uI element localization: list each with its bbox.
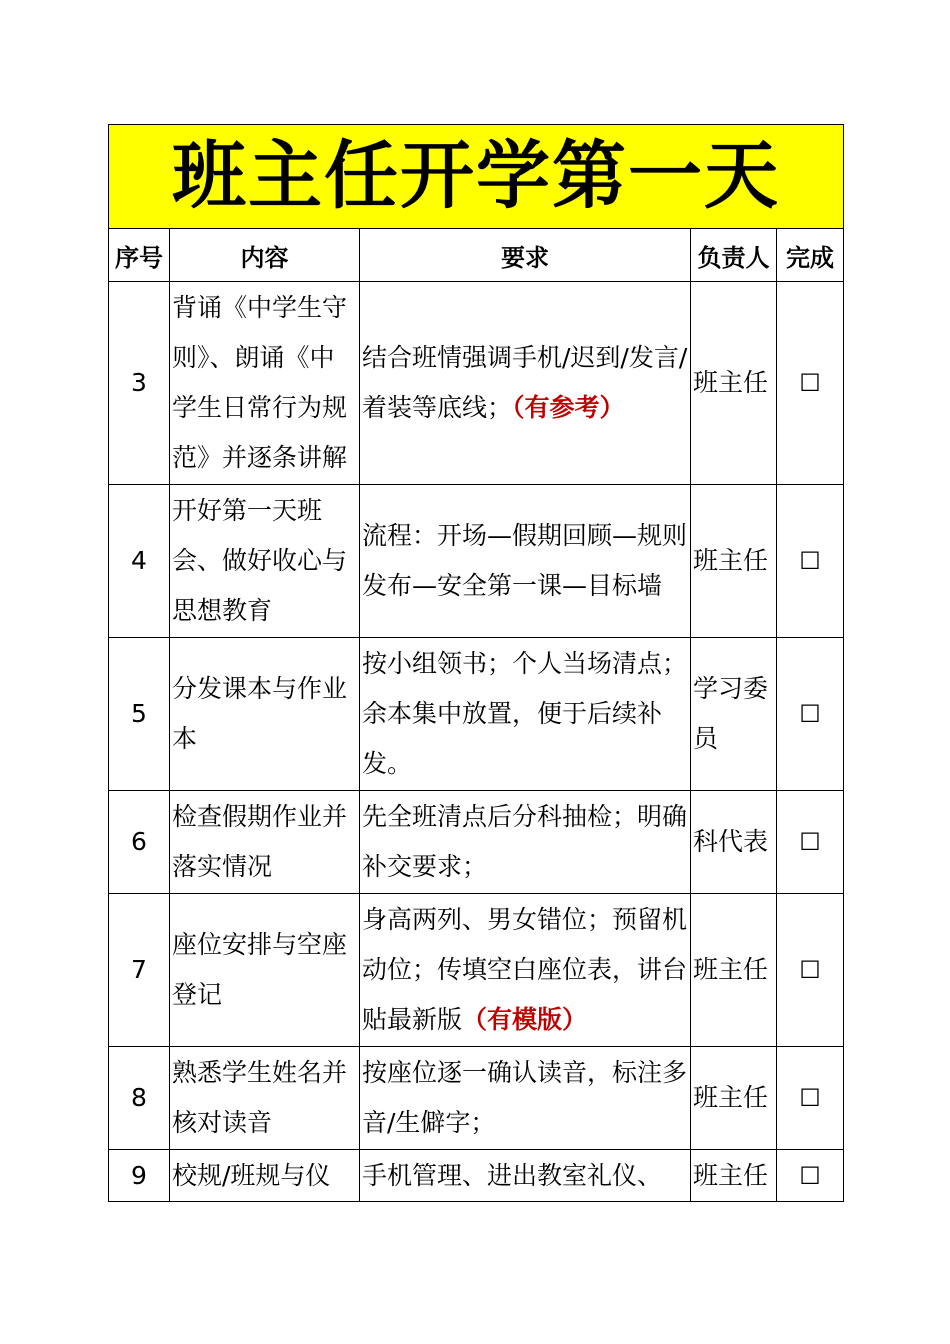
row-content: 座位安排与空座登记 (170, 894, 360, 1047)
done-checkbox[interactable]: ☐ (799, 1161, 821, 1190)
row-number: 3 (109, 282, 170, 485)
done-checkbox[interactable]: ☐ (799, 828, 821, 856)
row-number: 5 (109, 638, 170, 791)
title-row (109, 125, 844, 229)
done-checkbox[interactable]: ☐ (799, 1084, 821, 1112)
row-requirement (360, 1047, 691, 1150)
row-number: 9 (109, 1150, 170, 1202)
row-requirement (360, 282, 691, 485)
done-cell (777, 1047, 844, 1150)
row-content: 开好第一天班会、做好收心与思想教育 (170, 485, 360, 638)
header-row (109, 229, 844, 282)
row-owner: 班主任 (691, 894, 777, 1047)
row-number: 6 (109, 791, 170, 894)
row-requirement (360, 791, 691, 894)
done-cell (777, 1150, 844, 1202)
task-table (108, 124, 844, 1202)
done-checkbox[interactable]: ☐ (799, 700, 821, 728)
done-checkbox[interactable]: ☐ (799, 369, 821, 397)
header-done: 完成 (777, 229, 844, 282)
row-owner: 科代表 (691, 791, 777, 894)
requirement-text: 先全班清点后分科抽检；明确补交要求； (362, 802, 688, 881)
done-cell (777, 894, 844, 1047)
row-content: 分发课本与作业本 (170, 638, 360, 791)
requirement-text: 流程：开场—假期回顾—规则发布—安全第一课—目标墙 (362, 521, 688, 600)
table-row (109, 1150, 844, 1202)
row-owner: 班主任 (691, 282, 777, 485)
row-number: 4 (109, 485, 170, 638)
row-requirement (360, 638, 691, 791)
table-row (109, 791, 844, 894)
header-num: 序号 (109, 229, 170, 282)
requirement-text: 按座位逐一确认读音，标注多音/生僻字； (362, 1058, 688, 1137)
row-content: 熟悉学生姓名并核对读音 (170, 1047, 360, 1150)
requirement-text: 手机管理、进出教室礼仪、 (362, 1160, 663, 1190)
reference-note: （有参考） (512, 393, 625, 422)
done-checkbox[interactable]: ☐ (799, 956, 821, 984)
header-requirement: 要求 (360, 229, 691, 282)
done-cell (777, 791, 844, 894)
table-row (109, 282, 844, 485)
header-content: 内容 (170, 229, 360, 282)
row-requirement (360, 894, 691, 1047)
row-owner: 学习委员 (691, 638, 777, 791)
requirement-text: 结合班情强调手机/迟到/发言/着装等底线； (362, 343, 688, 422)
row-content: 背诵《中学生守则》、朗诵《中学生日常行为规范》并逐条讲解 (170, 282, 360, 485)
page-title: 班主任开学第一天 (109, 125, 844, 229)
row-content: 检查假期作业并落实情况 (170, 791, 360, 894)
row-owner: 班主任 (691, 485, 777, 638)
row-owner: 班主任 (691, 1150, 777, 1202)
template-note: （有模版） (462, 1005, 588, 1034)
requirement-text: 身高两列、男女错位；预留机动位；传填空白座位表，讲台贴最新版 (362, 905, 688, 1034)
table-row (109, 894, 844, 1047)
row-requirement (360, 1150, 691, 1202)
done-checkbox[interactable]: ☐ (799, 547, 821, 575)
table-row (109, 1047, 844, 1150)
row-content: 校规/班规与仪 (170, 1150, 360, 1202)
done-cell (777, 282, 844, 485)
table-row (109, 485, 844, 638)
row-requirement (360, 485, 691, 638)
table-row (109, 638, 844, 791)
done-cell (777, 638, 844, 791)
header-owner: 负责人 (691, 229, 777, 282)
row-number: 8 (109, 1047, 170, 1150)
requirement-text: 按小组领书；个人当场清点；余本集中放置，便于后续补发。 (362, 649, 688, 778)
row-owner: 班主任 (691, 1047, 777, 1150)
row-number: 7 (109, 894, 170, 1047)
done-cell (777, 485, 844, 638)
